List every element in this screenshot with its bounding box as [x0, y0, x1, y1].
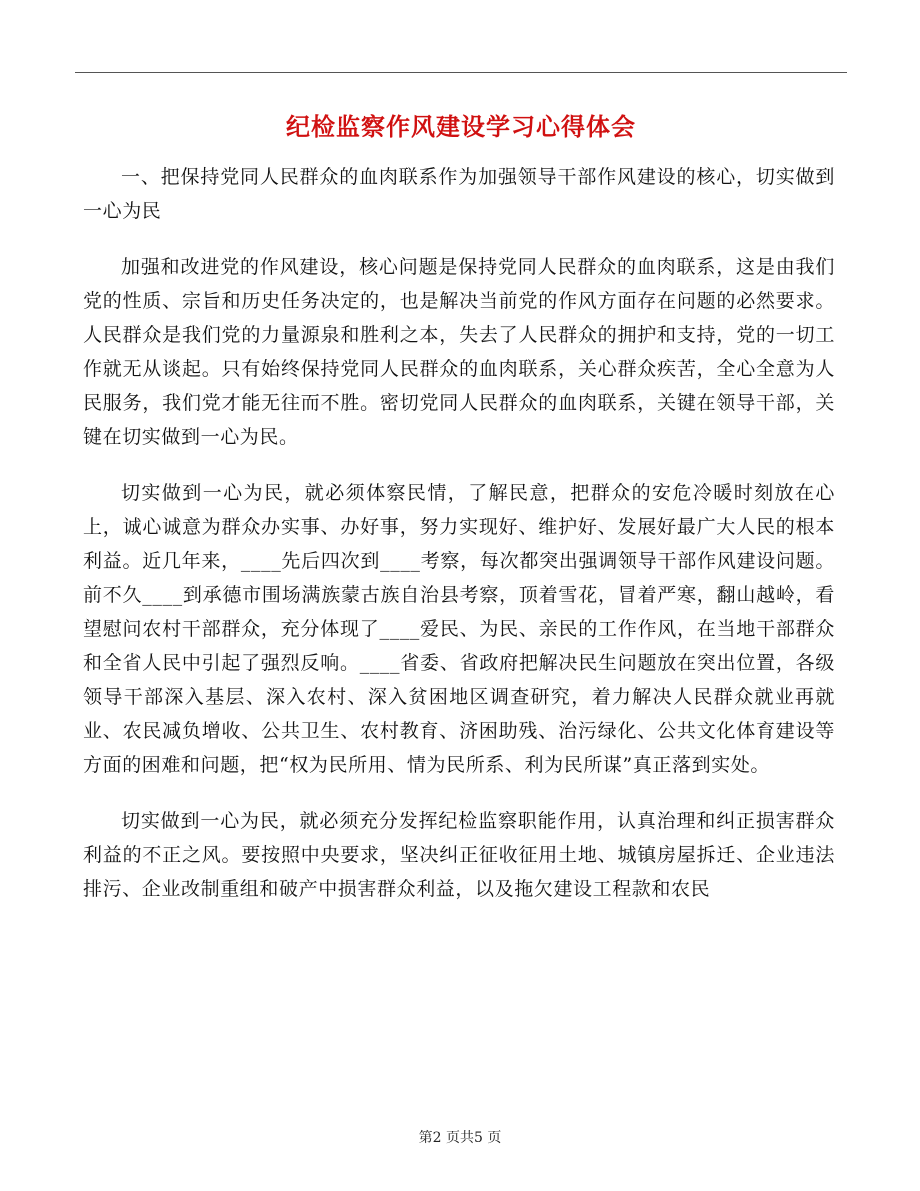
header-rule: [75, 72, 847, 73]
paragraph-2: 切实做到一心为民，就必须体察民情，了解民意，把群众的安危冷暖时刻放在心上，诚心诚意为群众办实事、办好事，努力实现好、维护好、发展好最广大人民的根本利益。近几年来，____先后四次到____考察，每次都突出强调领导干部作风建设问题。前不久____到承德市围场满族蒙古族自治县考察，顶着雪花，冒着严寒，翻山越岭，看望慰问农村干部群众，充分体现了____爱民、为民、亲民的工作作风，在当地干部群众和全省人民中引起了强烈反响。____省委、省政府把解决民生问题放在突出位置，各级领导干部深入基层、深入农村、深入贫困地区调查研究，着力解决人民群众就业再就业、农民减负增收、公共卫生、农村教育、济困助残、治污绿化、公共文化体育建设等方面的困难和问题，把“权为民所用、情为民所系、利为民所谋”真正落到实处。: [83, 482, 835, 776]
section-heading: 一、把保持党同人民群众的血肉联系作为加强领导干部作风建设的核心，切实做到一心为民: [83, 166, 835, 222]
page-number: 第2 页共5 页: [418, 1130, 502, 1146]
document-body: [83, 160, 835, 928]
paragraph-1: 加强和改进党的作风建设，核心问题是保持党同人民群众的血肉联系，这是由我们党的性质、宗旨和历史任务决定的，也是解决当前党的作风方面存在问题的必然要求。人民群众是我们党的力量源泉和胜利之本，失去了人民群众的拥护和支持，党的一切工作就无从谈起。只有始终保持党同人民群众的血肉联系，关心群众疾苦，全心全意为人民服务，我们党才能无往而不胜。密切党同人民群众的血肉联系，关键在领导干部，关键在切实做到一心为民。: [83, 256, 835, 448]
paragraph-3: 切实做到一心为民，就必须充分发挥纪检监察职能作用，认真治理和纠正损害群众利益的不正之风。要按照中央要求，坚决纠正征收征用土地、城镇房屋拆迁、企业违法排污、企业改制重组和破产中损害群众利益，以及拖欠建设工程款和农民: [83, 810, 835, 900]
document-title: 纪检监察作风建设学习心得体会: [286, 112, 636, 141]
